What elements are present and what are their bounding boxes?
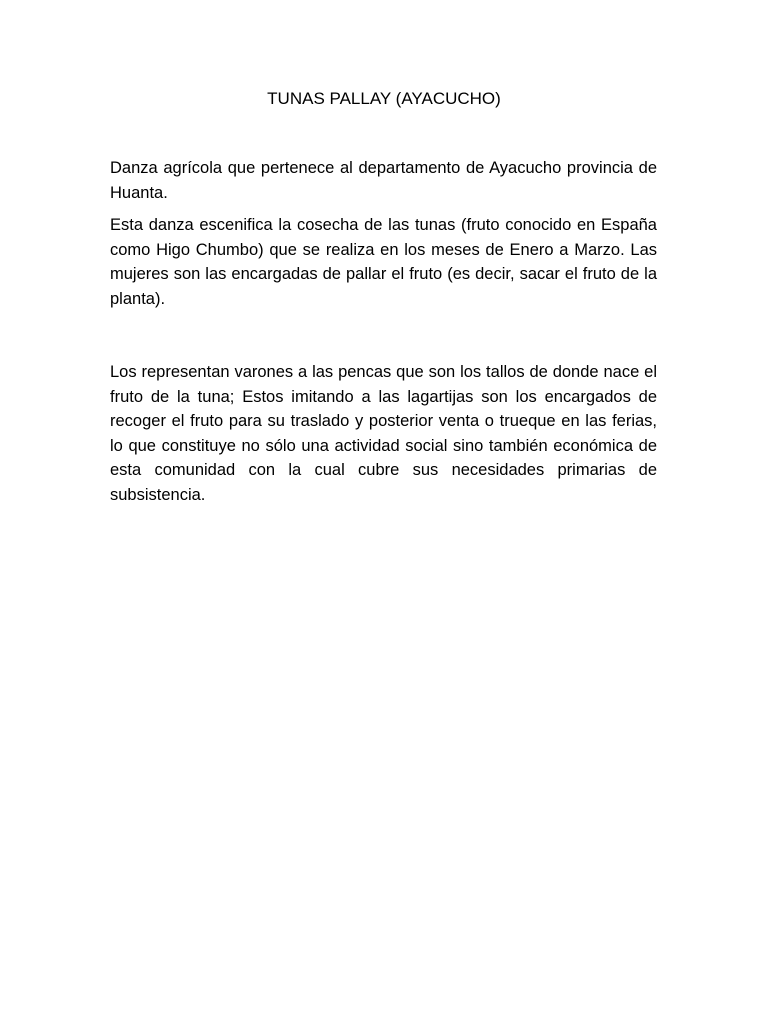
paragraph-men-roles: Los representan varones a las pencas que son los tallos de donde nace el fruto de la tuna; Estos imitando a las lagartijas son los encargados de recoger el fruto para su traslado y posterior venta o trueque en las ferias, lo que constituye no sólo una actividad social sino también económica de esta comunidad con la cual cubre sus necesidades primarias de subsistencia. bbox=[110, 363, 657, 504]
document-body bbox=[110, 156, 657, 507]
paragraph-harvest: Esta danza escenifica la cosecha de las tunas (fruto conocido en España como Higo Chumbo) que se realiza en los meses de Enero a Marzo. Las mujeres son las encargadas de pallar el fruto (es decir, sacar el fruto de la planta). bbox=[110, 216, 657, 308]
document-title: TUNAS PALLAY (AYACUCHO) bbox=[267, 89, 501, 108]
paragraph-intro: Danza agrícola que pertenece al departamento de Ayacucho provincia de Huanta. bbox=[110, 159, 657, 202]
